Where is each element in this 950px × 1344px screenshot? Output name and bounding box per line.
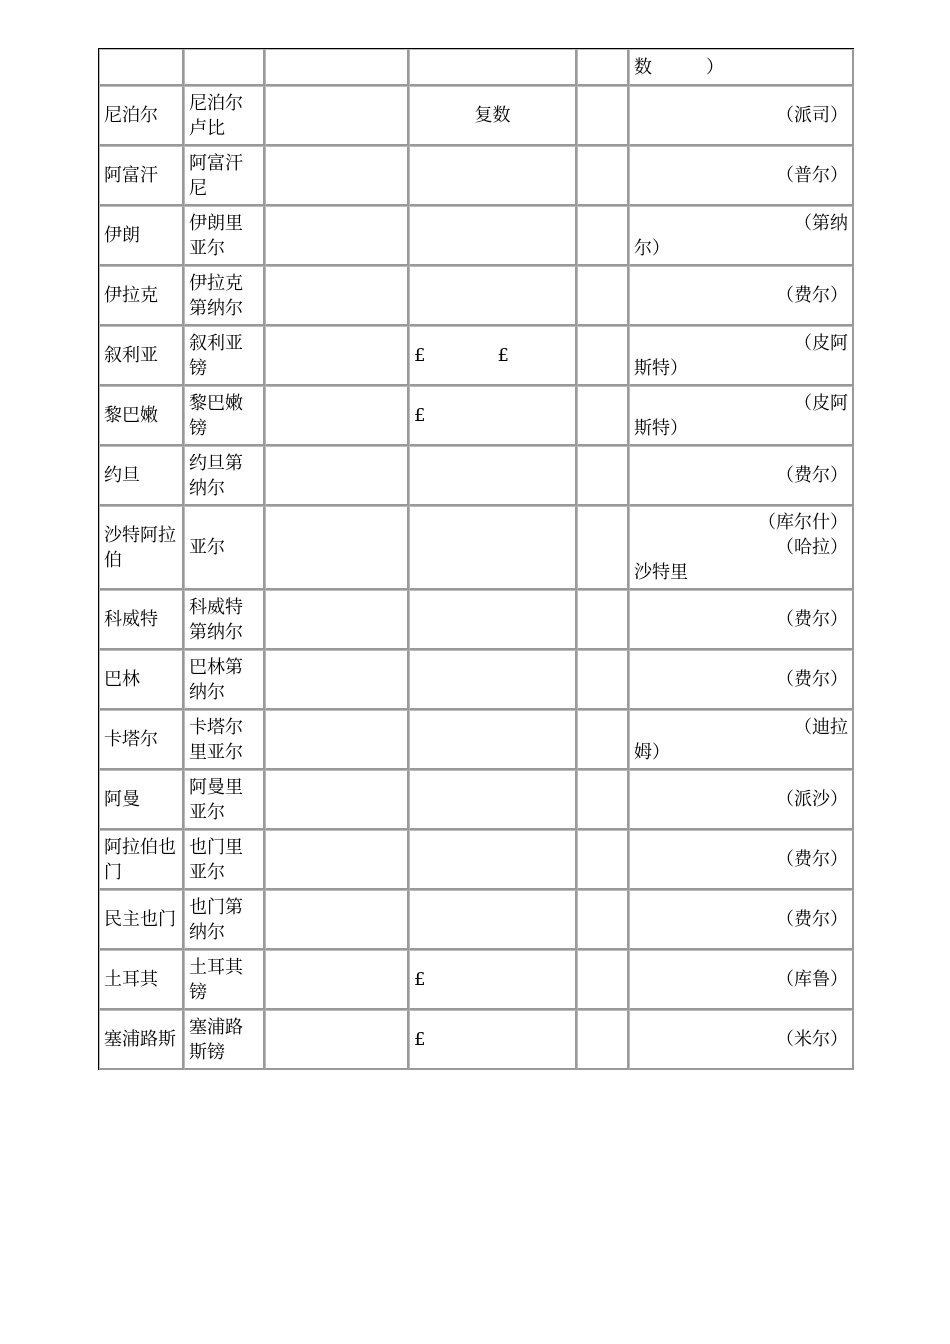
cell-col4 [409,446,577,506]
subunit-cell [629,830,854,890]
cell-col3 [265,710,409,770]
cell-col3 [265,590,409,650]
country-cell: 阿曼 [99,770,184,830]
subunit-cell [629,650,854,710]
cell-col5 [577,146,629,206]
country-cell: 巴林 [99,650,184,710]
cell-col6: 数 ） [629,49,854,86]
subunit-line: （费尔） [776,285,848,306]
subunit-cell [629,146,854,206]
currency-cell: 阿曼里亚尔 [184,770,265,830]
subunit-cell [629,386,854,446]
country-cell: 卡塔尔 [99,710,184,770]
cell-col3 [265,206,409,266]
subunit-line: （费尔） [776,909,848,930]
table-row [99,950,854,1010]
subunit-line: （费尔） [776,609,848,630]
cell-col5 [577,650,629,710]
cell-col4 [409,49,577,86]
subunit-cell [629,590,854,650]
subunit-line: （迪拉 [794,716,848,738]
currency-cell: 巴林第纳尔 [184,650,265,710]
subunit-cell [629,770,854,830]
cell-col3 [265,506,409,590]
subunit-line: （费尔） [776,669,848,690]
cell-col5 [577,386,629,446]
cell-col3 [265,86,409,146]
cell-col4: 复数 [409,86,577,146]
country-cell: 沙特阿拉伯 [99,506,184,590]
country-cell: 叙利亚 [99,326,184,386]
subunit-cell [629,326,854,386]
currency-cell: 塞浦路斯镑 [184,1010,265,1070]
table-row [99,590,854,650]
currency-table-page [98,48,854,1070]
subunit-line: （库鲁） [776,969,848,990]
cell-col4: £ [409,950,577,1010]
cell-col4 [409,146,577,206]
table-row [99,770,854,830]
subunit-line: 斯特） [634,357,688,379]
cell-col5 [577,86,629,146]
table-row [99,506,854,590]
subunit-line: （费尔） [776,465,848,486]
cell-col3 [265,146,409,206]
currency-table [98,48,854,1070]
subunit-line: （派沙） [776,789,848,810]
cell-col4 [409,890,577,950]
cell-col5 [577,266,629,326]
cell-col4: £ [409,386,577,446]
cell-col5 [577,710,629,770]
table-row [99,710,854,770]
subunit-cell [629,950,854,1010]
table-row [99,446,854,506]
cell-col3 [265,266,409,326]
currency-cell: 阿富汗尼 [184,146,265,206]
cell-col3 [265,890,409,950]
cell-col5 [577,950,629,1010]
table-row [99,146,854,206]
currency-cell: 尼泊尔卢比 [184,86,265,146]
country-cell: 民主也门 [99,890,184,950]
cell-col4 [409,830,577,890]
currency-cell: 也门里亚尔 [184,830,265,890]
currency-cell: 约旦第纳尔 [184,446,265,506]
subunit-line: （费尔） [776,849,848,870]
subunit-cell [629,206,854,266]
cell-col4: £ [409,1010,577,1070]
cell-col4 [409,770,577,830]
cell-col5 [577,206,629,266]
country-cell: 塞浦路斯 [99,1010,184,1070]
cell-col5 [577,446,629,506]
cell-col5 [577,506,629,590]
cell-col3 [265,770,409,830]
currency-cell: 土耳其镑 [184,950,265,1010]
currency-cell: 科威特第纳尔 [184,590,265,650]
subunit-line: （派司） [776,105,848,126]
subunit-cell [629,266,854,326]
country-cell: 尼泊尔 [99,86,184,146]
cell-col5 [577,590,629,650]
cell-col5 [577,890,629,950]
table-row [99,650,854,710]
table-row-continued-header [99,49,854,86]
currency-cell: 也门第纳尔 [184,890,265,950]
cell-col4 [409,710,577,770]
cell-col4: £ £ [409,326,577,386]
table-row [99,1010,854,1070]
cell-col4 [409,506,577,590]
cell-col5 [577,326,629,386]
currency-cell: 叙利亚镑 [184,326,265,386]
cell-col3 [265,386,409,446]
currency-cell: 伊朗里亚尔 [184,206,265,266]
subunit-line: （库尔什） [758,512,848,533]
subunit-line: （米尔） [776,1029,848,1050]
subunit-cell [629,446,854,506]
currency-cell: 伊拉克第纳尔 [184,266,265,326]
subunit-cell [629,710,854,770]
currency-cell: 黎巴嫩镑 [184,386,265,446]
country-cell: 黎巴嫩 [99,386,184,446]
cell-col3 [265,446,409,506]
cell-col3 [265,950,409,1010]
cell-col3 [265,650,409,710]
subunit-cell [629,1010,854,1070]
subunit-line: 尔） [634,237,670,259]
table-row [99,326,854,386]
subunit-line: 沙特里 [634,562,688,583]
cell-col5 [577,49,629,86]
cell-col3 [265,326,409,386]
country-cell: 伊拉克 [99,266,184,326]
subunit-line: （皮阿 [794,332,848,354]
table-row [99,890,854,950]
cell-col5 [577,1010,629,1070]
subunit-line: （哈拉） [776,537,848,558]
cell-col4 [409,590,577,650]
cell-col2 [184,49,265,86]
cell-col4 [409,266,577,326]
table-row [99,266,854,326]
cell-col4 [409,206,577,266]
cell-col4 [409,650,577,710]
table-row [99,830,854,890]
currency-cell: 卡塔尔里亚尔 [184,710,265,770]
cell-col1 [99,49,184,86]
cell-col5 [577,830,629,890]
subunit-cell [629,86,854,146]
country-cell: 约旦 [99,446,184,506]
country-cell: 阿富汗 [99,146,184,206]
subunit-cell [629,506,854,590]
subunit-cell [629,890,854,950]
cell-col3 [265,830,409,890]
country-cell: 阿拉伯也门 [99,830,184,890]
subunit-line: （普尔） [776,165,848,186]
table-row [99,206,854,266]
table-row [99,386,854,446]
cell-col5 [577,770,629,830]
currency-cell: 亚尔 [184,506,265,590]
subunit-line: （皮阿 [794,392,848,414]
country-cell: 科威特 [99,590,184,650]
cell-col3 [265,1010,409,1070]
subunit-line: （第纳 [794,212,848,234]
subunit-line: 姆） [634,741,670,763]
country-cell: 土耳其 [99,950,184,1010]
subunit-line: 斯特） [634,417,688,439]
table-row [99,86,854,146]
country-cell: 伊朗 [99,206,184,266]
cell-col3 [265,49,409,86]
